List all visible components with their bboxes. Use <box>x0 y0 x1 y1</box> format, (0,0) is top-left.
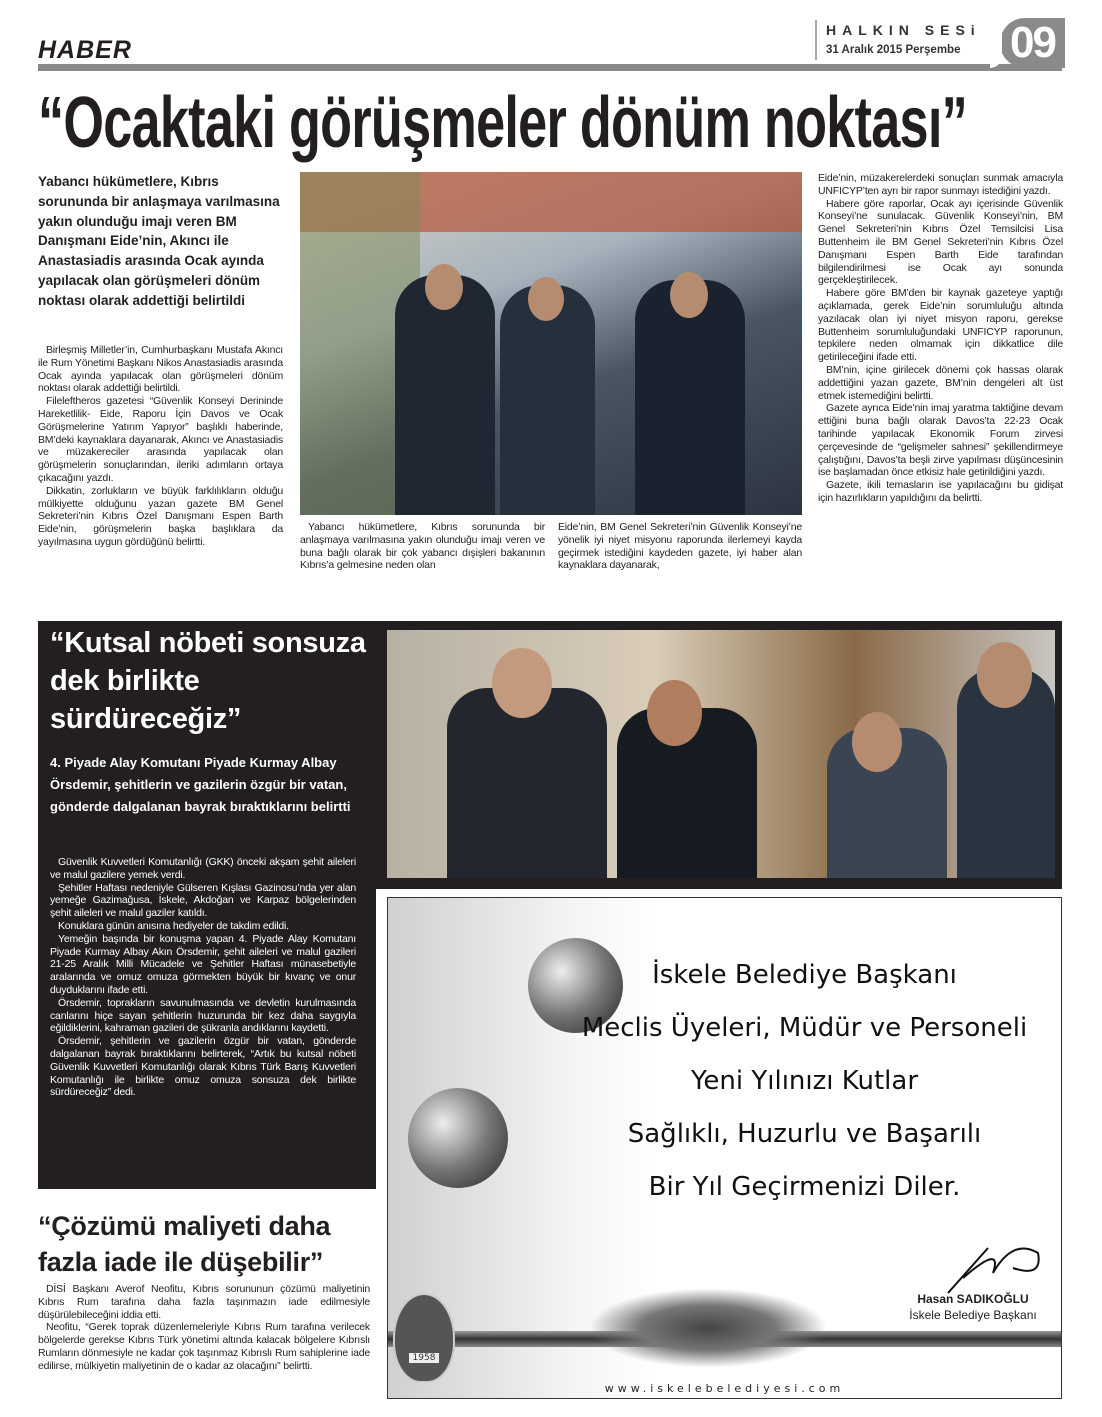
paragraph: Yabancı hükümetlere, Kıbrıs sorununda bir anlaşmaya varılmasına yakın olunduğu imajı veren ve buna bağlı olarak bir çok yabancı dışişleri bakanının Kıbrıs’a gelmesine neden olan <box>300 521 545 572</box>
paragraph: Konuklara günün anısına hediyeler de takdim edildi. <box>58 919 289 932</box>
paragraph: Yemeğin başında bir konuşma yapan 4. Piyade Alay Komutanı Piyade Kurmay Albay Akın Örsdemir, şehit aileleri ve malul gazileri 21-25 Aralık Milli Mücadele ve Şehitler Haftası münasebetiyle aralarında ve omuz omuza görmekten büyük bir kıvanç ve onur duyduklarını ifade etti. <box>50 932 356 996</box>
article1-photo <box>300 172 802 515</box>
article1-col1 <box>38 344 283 549</box>
website-link[interactable]: www.iskelebelediyesi.com <box>604 1382 845 1395</box>
signer-title: İskele Belediye Başkanı <box>909 1308 1037 1322</box>
municipality-logo <box>393 1293 455 1383</box>
signature-icon <box>943 1238 1053 1298</box>
article1-col4 <box>818 172 1063 505</box>
page-tab-notch <box>990 18 1002 68</box>
ad-line: Meclis Üyeleri, Müdür ve Personeli <box>581 1013 1028 1043</box>
article2-body <box>50 856 356 1099</box>
ad-line: Yeni Yılınızı Kutlar <box>690 1066 919 1096</box>
paragraph: Neofitu, “Gerek toprak düzenlemeleriyle Kıbrıs Rum tarafına verilecek bölgelerde gerekse Kıbrıs Türk yönetimi altında kalacak bölgelere Kıbrıslı Rumların dönmesiyle ne kadar çok taşınmaz Kıbrıslı Rum sahiplerine iade edilirse, mülkiyetin maliyetinin de o kadar az olacağını” belirtti. <box>38 1321 370 1372</box>
article3-headline: “Çözümü maliyeti daha fazla iade ile düşebilir” <box>38 1211 331 1277</box>
page-number: 09 <box>1000 18 1065 68</box>
issue-date: 31 Aralık 2015 Perşembe <box>826 44 961 56</box>
paragraph: Şehitler Haftası nedeniyle Gülseren Kışlası Gazinosu’nda yer alan yemeğe Gazimağusa, İskele, Akdoğan ve Karpaz bölgelerinden şehit aileleri ve malul gaziler katıldı. <box>50 881 356 920</box>
header-separator <box>815 20 817 60</box>
paragraph: Fileleftheros gazetesi “Güvenlik Konseyi Derininde Hareketlilik- Eide, Raporu İçin Davos ve Ocak Görüşmelerine Yatırım Yapıyor” başlıklı haberinde, BM’deki kaynaklara dayanarak, Akıncı ve Anastasiadis ve müzakereciler arasında yapılacak olan görüşmelerin sonuçlarından, ileriki adımların ortaya çıkacağını yazdı. <box>38 395 283 484</box>
article1-lead: Yabancı hükümetlere, Kıbrıs sorununda bir anlaşmaya varılmasına yakın olunduğu imajı veren BM Danışmanı Eide’nin, Akıncı ile Anastasiadis arasında Ocak ayında yapılacak olan görüşmeleri dönüm noktası olarak addettiği belirtildi <box>38 174 280 308</box>
section-label: HABER <box>38 36 132 64</box>
paragraph: Örsdemir, şehitlerin ve gazilerin özgür bir vatan, gönderde dalgalanan bayrak bıraktıklarını belirterek, “Artık bu kutsal nöbeti Güvenlik Kuvvetleri Komutanlığı olarak Kıbrıs Türk Barış Kuvvetleri Komutanlığı ile birlikte omuz omuza sonsuza dek birlikte sürdüreceğiz” dedi. <box>50 1035 356 1099</box>
ad-line: Bir Yıl Geçirmenizi Diler. <box>648 1172 961 1202</box>
article2-headline: “Kutsal nöbeti sonsuza dek birlikte sürdüreceğiz” <box>50 627 366 735</box>
paragraph: BM’nin, içine girilecek dönemi çok hassas olarak addettiğini yazan gazete, BM’nin dengeleri alt üst etmek istemediğini belirtti. <box>818 363 1063 402</box>
pine-branch-icon <box>588 1288 828 1368</box>
article2-photo <box>387 630 1055 878</box>
article3-body <box>38 1283 370 1373</box>
paragraph: Habere göre raporlar, Ocak ayı içerisinde Güvenlik Konseyi’ne sunulacak. Güvenlik Konseyi’nin, BM Genel Sekreteri’nin Kıbrıs Özel Temsilcisi Lisa Buttenheim ile BM Genel Sekreteri’nin Kıbrıs Özel Danışmanı Espen Barth Eide tarafından bilgilendirilmesi ise Ocak ayı sonunda gerçekleştirilecek. <box>818 197 1063 287</box>
paragraph: Güvenlik Kuvvetleri Komutanlığı (GKK) önceki akşam şehit aileleri ve malul gazilere yemek verdi. <box>50 856 356 881</box>
new-year-advertisement <box>387 897 1062 1399</box>
ad-line: İskele Belediye Başkanı <box>652 960 957 990</box>
paragraph: Gazete, ikili temasların ise yapılacağını bu gidişat için hazırlıkların yapıldığını da belirtti. <box>818 479 1063 504</box>
article1-col2 <box>300 521 545 572</box>
newspaper-name: HALKIN SESi <box>826 22 981 38</box>
paragraph: DİSİ Başkanı Averof Neofitu, Kıbrıs sorununun çözümü maliyetinin Kıbrıs Rum tarafına daha fazla taşınmazın iade edilmesiyle düşürülebileceğini iddia etti. <box>38 1283 370 1321</box>
article1-headline: “Ocaktaki görüşmeler dönüm noktası” <box>38 83 967 163</box>
article2-lead: 4. Piyade Alay Komutanı Piyade Kurmay Albay Örsdemir, şehitlerin ve gazilerin özgür bir vatan, gönderde dalgalanan bayrak bıraktıklarını belirtti <box>50 755 351 814</box>
signer-name: Hasan SADIKOĞLU <box>917 1292 1029 1306</box>
logo-year: 1958 <box>409 1353 439 1363</box>
paragraph: Gazete ayrıca Eide’nin imaj yaratma taktiğine devam ettiğini buna bağlı olarak Davos’ta 22-23 Ocak tarihinde yapılacak Ekonomik Forum zirvesi çerçevesinde de “gelişmeler sahnesi” şekillendirmeye çalıştığını, Davos’ta beşli zirve yapılması düşüncesinin ise başlamadan önce etkisiz hale getirildiğini yazdı. <box>818 402 1063 479</box>
paragraph: Habere göre BM’den bir kaynak gazeteye yaptığı açıklamada, gerek Eide’nin sorumluluğu altında yazılacak olan iyi niyet misyon raporu, gerekse Buttenheim sorumluluğundaki UNFICYP raporunun, tepkilere neden olmamak için dikkatlice dile getirileceğini ifade etti. <box>818 287 1063 364</box>
header-rule <box>38 64 1062 71</box>
paragraph: Eide’nin, müzakerelerdeki sonuçları sunmak amacıyla UNFICYP’ten ayrı bir rapor sunmayı istediğini yazdı. <box>818 172 1063 197</box>
paragraph: Örsdemir, toprakların savunulmasında ve devletin kurulmasında canlarını hiçe sayan şehitlerin huzurunda bir kez daha saygıyla eğildiklerini, kahraman gazileri de şükranla andıklarını kaydetti. <box>50 996 356 1035</box>
paragraph: Dikkatin, zorlukların ve büyük farklılıkların olduğu mülkiyette olduğunu yazan gazete BM Genel Sekreteri’nin Kıbrıs Özel Danışmanı Espen Barth Eide’nin, görüşmelerin başka başlıklara da yayılmasına uygun gördüğünü belirtti. <box>38 484 283 548</box>
ad-line: Sağlıklı, Huzurlu ve Başarılı <box>627 1119 982 1149</box>
article1-col3 <box>558 521 802 572</box>
paragraph: Eide’nin, BM Genel Sekreteri’nin Güvenlik Konseyi’ne yönelik iyi niyet misyonu raporunda ilerlemeyi kayda geçirmek istediğini kaydeden gazete, iyi haber alan kaynaklara dayanarak, <box>558 521 802 572</box>
paragraph: Birleşmiş Milletler’in, Cumhurbaşkanı Mustafa Akıncı ile Rum Yönetimi Başkanı Nikos Anastasiadis arasında Ocak ayında yapılacak olan görüşmeleri dönüm noktası olarak addettiği belirtildi. <box>38 344 283 395</box>
